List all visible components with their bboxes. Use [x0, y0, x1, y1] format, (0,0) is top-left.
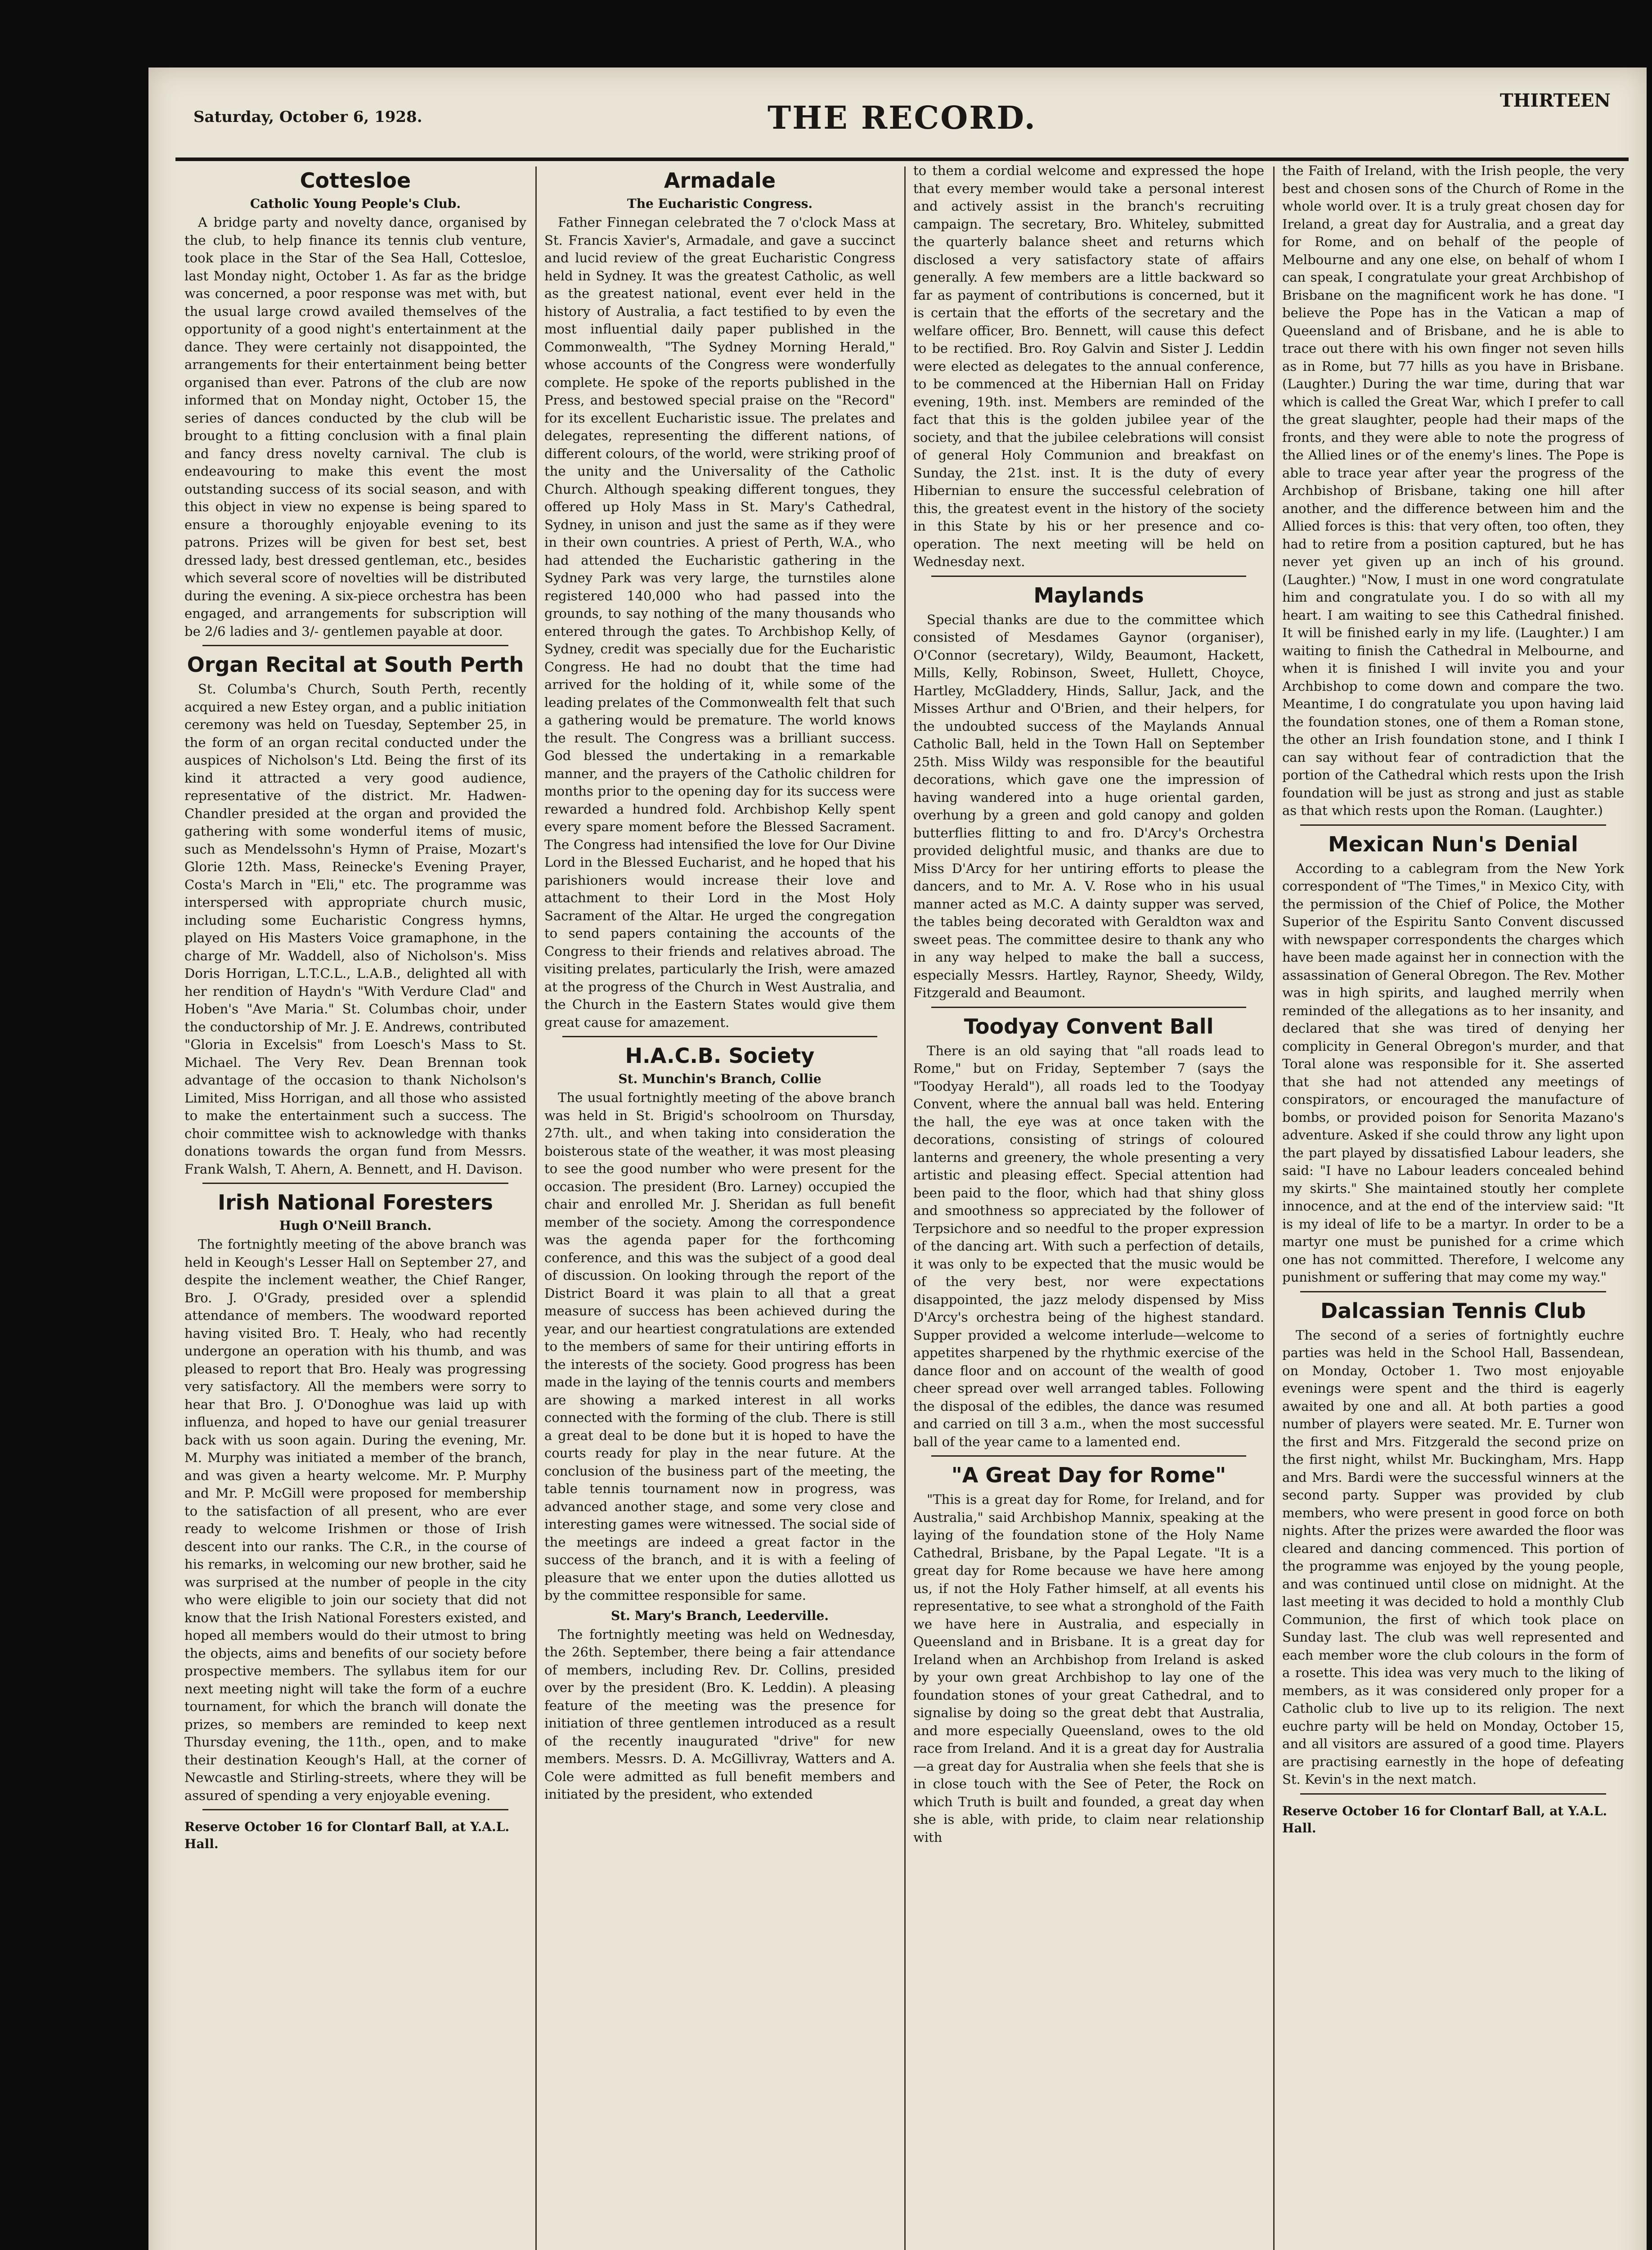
column-3	[913, 162, 1264, 2250]
column-4	[1282, 162, 1624, 2250]
article-heading-hacb: H.A.C.B. Society	[625, 1044, 815, 1068]
article-body: According to a cablegram from the New York correspondent of "The Times," in Mexico City, with the permission of the Chief of Police, the Mother Superior of the Espiritu Santo Convent discussed with newspaper correspondents the charges which have been made against her in connection with the assassination of General Obregon. The Rev. Mother was in high spirits, and laughed merrily when reminded of the allegations as to her insanity, and declared that she was tired of denying her complicity in General Obregon's murder, and that Toral alone was responsible for it. She asserted that she had not attended any meetings of conspirators, or encouraged the manufacture of bombs, or provided poison for Senorita Mazano's adventure. Asked if she could throw any light upon the part played by dissatisfied Labour leaders, she said: "I have no Labour leaders concealed behind my skirts." She maintained stoutly her complete innocence, and at the end of the interview said: "It is my ideal of life to be a martyr. In order to be a martyr one must be punished for a crime which one has not committed. Therefore, I welcome any punishment or suffering that may come my way."	[1282, 860, 1624, 1285]
article-body-continued: the Faith of Ireland, with the Irish people, the very best and chosen sons of the Church of Rome in the whole world over. It is a truly great chosen day for Ireland, a great day for Australia, and a great day for Rome, and on behalf of the people of Melbourne and any one else, on behalf of whom I can speak, I congratulate your great Archbishop of Brisbane on the magnificent work he has done. "I believe the Pope has in the Vatican a map of Queensland and of Brisbane, and he is able to trace out there with his own finger not seven hills as in Rome, but 77 hills as you have in Brisbane. (Laughter.) During the war time, during that war which is called the Great War, which I prefer to call the great slaughter, people had their maps of the fronts, and they were able to note the progress of the Allied lines or of the enemy's lines. The Pope is able to trace year after year the progress of the Archbishop of Brisbane, taking one hill after another, and the difference between him and the Allied forces is this: that very often, too often, they had to retire from a position captured, but he has never yet given up an inch of his ground. (Laughter.) "Now, I must in one word congratulate him and congratulate you. I do so with all my heart. I am waiting to see this Cathedral finished. It will be finished early in my life. (Laughter.) I am waiting to finish the Cathedral in Melbourne, and when it is finished I will invite you and your Archbishop to come down and compare the two. Meantime, I do congratulate you upon having laid the foundation stones, one of them a Roman stone, the other an Irish foundation stone, and I think I can say without fear of contradiction that the portion of the Cathedral which rests upon the Irish foundation will be just as strong and just as stable as that which rests upon the Roman. (Laughter.)	[1282, 163, 1624, 818]
article-subheading: St. Munchin's Branch, Collie	[618, 1071, 822, 1086]
article-body: St. Columba's Church, South Perth, recently acquired a new Estey organ, and a public initiation ceremony was held on Tuesday, September 25, in the form of an organ recital conducted under the auspices of Nicholson's Ltd. Being the first of its kind it attracted a very good audience, representative of the district. Mr. Hadwen-Chandler presided at the organ and provided the gathering with some wonderful items of music, such as Mendelssohn's Hymn of Praise, Mozart's Glorie 12th. Mass, Reinecke's Evening Prayer, Costa's March in "Eli," etc. The programme was interspersed with appropriate church music, including some Eucharistic Congress hymns, played on His Masters Voice gramaphone, in the charge of Mr. Waddell, also of Nicholson's. Miss Doris Horrigan, L.T.C.L., L.A.B., delighted all with her rendition of Haydn's "With Verdure Clad" and Hoben's "Ave Maria." St. Columbas choir, under the conductorship of Mr. J. E. Andrews, contributed "Gloria in Excelsis" from Loesch's Mass to St. Michael. The Very Rev. Dean Brennan took advantage of the occasion to thank Nicholson's Limited, Miss Horrigan, and all those who assisted to make the entertainment such a success. The choir committee wish to acknowledge with thanks donations towards the organ fund from Messrs. Frank Walsh, T. Ahern, A. Bennett, and H. Davison.	[184, 681, 526, 1177]
article-heading-foresters: Irish National Foresters	[218, 1190, 493, 1215]
column-divider	[1273, 166, 1275, 2250]
column-divider	[535, 166, 537, 2250]
page-number: THIRTEEN	[1499, 90, 1611, 111]
article-subheading: St. Mary's Branch, Leederville.	[611, 1608, 829, 1623]
article-subheading: Hugh O'Neill Branch.	[279, 1218, 432, 1233]
article-heading-organ: Organ Recital at South Perth	[187, 652, 524, 677]
article-heading-tennis-club: Dalcassian Tennis Club	[1320, 1298, 1586, 1323]
article-body-continued: to them a cordial welcome and expressed the hope that every member would take a personal interest and actively assist in the branch's recruiting campaign. The secretary, Bro. Whiteley, submitted the quarterly balance sheet and returns which disclosed a very satisfactory state of affairs generally. A few members are a little backward so far as payment of contributions is concerned, but it is certain that the efforts of the secretary and the welfare officer, Bro. Bennett, will cause this defect to be rectified. Bro. Roy Galvin and Sister J. Leddin were elected as delegates to the annual conference, to be commenced at the Hibernian Hall on Friday evening, 19th. inst. Members are reminded of the fact that this is the golden jubilee year of the society, and that the jubilee celebrations will consist of general Holy Communion and breakfast on Sunday, the 21st. inst. It is the duty of every Hibernian to ensure the successful celebration of this, the greatest event in the history of the society in this State by his or her presence and co-operation. The next meeting will be held on Wednesday next.	[913, 163, 1264, 569]
masthead	[175, 86, 1629, 162]
article-subheading: The Eucharistic Congress.	[627, 196, 813, 211]
article-rule	[1300, 1291, 1606, 1292]
article-rule	[202, 645, 508, 646]
article-body: The fortnightly meeting was held on Wednesday, the 26th. September, there being a fair attendance of members, including Rev. Dr. Collins, presided over by the president (Bro. K. Leddin). A pleasing feature of the meeting was the presence for initiation of three gentlemen introduced as a result of the recently inaugurated "drive" for new members. Messrs. D. A. McGillivray, Watters and A. Cole were admitted as full benefit members and initiated by the president, who extended	[544, 1626, 895, 1802]
article-heading-armadale: Armadale	[664, 168, 776, 193]
article-body: Special thanks are due to the committee which consisted of Mesdames Gaynor (organiser), O'Connor (secretary), Wildy, Beaumont, Hackett, Mills, Kelly, Robinson, Sweet, Hullett, Choyce, Hartley, McGladdery, Hinds, Sallur, Jack, and the Misses Arthur and O'Brien, and their helpers, for the undoubted success of the Maylands Annual Catholic Ball, held in the Town Hall on September 25th. Miss Wildy was responsible for the beautiful decorations, which gave one the impression of having wandered into a huge oriental garden, overhung by a green and gold canopy and golden butterflies flitting to and fro. D'Arcy's Orchestra provided delightful music, and thanks are due to Miss D'Arcy for her untiring efforts to please the dancers, and to Mr. A. V. Rose who in his usual manner acted as M.C. A dainty supper was served, the tables being decorated with Geraldton wax and sweet peas. The committee desire to thank any who in any way helped to make the ball a success, especially Messrs. Hartley, Raynor, Sheedy, Wildy, Fitzgerald and Beaumont.	[913, 612, 1264, 1000]
advertisement: Reserve October 16 for Clontarf Ball, at Y.A.L. Hall.	[1282, 1803, 1607, 1836]
newspaper-title: THE RECORD.	[768, 99, 1037, 136]
advertisement: Reserve October 16 for Clontarf Ball, at Y.A.L. Hall.	[184, 1819, 510, 1851]
article-body: Father Finnegan celebrated the 7 o'clock Mass at St. Francis Xavier's, Armadale, and gave a succinct and lucid review of the great Eucharistic Congress held in Sydney. It was the greatest Catholic, as well as the greatest national, event ever held in the history of Australia, a fact testified to by even the most influential daily paper published in the Commonwealth, "The Sydney Morning Herald," whose accounts of the Congress were wonderfully complete. He spoke of the reports published in the Press, and bestowed special praise on the "Record" for its excellent Eucharistic issue. The prelates and delegates, representing the different nations, of different colours, of the world, were striking proof of the unity and the Universality of the Catholic Church. Although speaking different tongues, they offered up Holy Mass in St. Mary's Cathedral, Sydney, in unison and just the same as if they were in their own countries. A priest of Perth, W.A., who had attended the Eucharistic gathering in the Sydney Park was very large, the turnstiles alone registered 140,000 who had passed into the grounds, to say nothing of the many thousands who entered through the gates. To Archbishop Kelly, of Sydney, credit was specially due for the Eucharistic Congress. He had no doubt that the time had arrived for the holding of it, while some of the leading prelates of the Commonwealth felt that such a gathering would be premature. The world knows the result. The Congress was a brilliant success. God blessed the undertaking in a remarkable manner, and the prayers of the Catholic children for months prior to the opening day for its success were rewarded a hundred fold. Archbishop Kelly spent every spare moment before the Blessed Sacrament. The Congress had intensified the love for Our Divine Lord in the Blessed Eucharist, and he hoped that his parishioners would increase their love and attachment to their Lord in the Most Holy Sacrament of the Altar. He urged the congregation to send papers containing the accounts of the Congress to their friends and relatives abroad. The visiting prelates, particularly the Irish, were amazed at the progress of the Church in West Australia, and the Church in the Eastern States would give them great cause for amazement.	[544, 215, 895, 1030]
article-rule	[202, 1183, 508, 1184]
column-divider	[904, 166, 906, 2250]
article-rule	[202, 1809, 508, 1810]
newspaper-page	[148, 68, 1647, 2250]
article-body: The usual fortnightly meeting of the above branch was held in St. Brigid's schoolroom on Thursday, 27th. ult., and when taking into consideration the boisterous state of the weather, it was most pleasing to see the good number who were present for the occasion. The president (Bro. Larney) occupied the chair and enrolled Mr. J. Sheridan as full benefit member of the society. Among the correspondence was the agenda paper for the forthcoming conference, and this was the subject of a good deal of discussion. On looking through the report of the District Board it was plain to all that a great measure of success has been achieved during the year, and our heartiest congratulations are extended to the members of same for their untiring efforts in the interests of the society. Good progress has been made in the laying of the tennis courts and members are showing a marked interest in all works connected with the forming of the club. There is still a great deal to be done but it is hoped to have the courts ready for play in the near future. At the conclusion of the business part of the meeting, the table tennis tournament now in progress, was advanced another stage, and some very close and interesting games were witnessed. The social side of the meetings are indeed a great factor in the success of the branch, and it is with a feeling of pleasure that we enter upon the duties allotted us by the committee responsible for same.	[544, 1090, 895, 1603]
article-body: A bridge party and novelty dance, organised by the club, to help finance its tennis club venture, took place in the Star of the Sea Hall, Cottesloe, last Monday night, October 1. As far as the bridge was concerned, a poor response was met with, but the usual large crowd availed themselves of the opportunity of a good night's entertainment at the dance. They were certainly not disappointed, the arrangements for their entertainment being better organised than ever. Patrons of the club are now informed that on Monday night, October 15, the series of dances conducted by the club will be brought to a fitting conclusion with a final plain and fancy dress novelty carnival. The club is endeavouring to make this event the most outstanding success of its social season, and with this object in view no expense is being spared to ensure a thoroughly enjoyable evening to its patrons. Prizes will be given for best set, best dressed lady, best dressed gentleman, etc., besides which several score of novelties will be distributed during the evening. A six-piece orchestra has been engaged, and arrangements for subscription will be 2/6 ladies and 3/- gentlemen payable at door.	[184, 215, 526, 639]
article-heading-cottesloe: Cottesloe	[300, 168, 411, 193]
article-heading-mexican-nun: Mexican Nun's Denial	[1328, 832, 1578, 856]
article-subheading: Catholic Young People's Club.	[250, 196, 461, 211]
article-rule	[931, 1455, 1246, 1457]
article-rule	[1300, 1793, 1606, 1795]
article-heading-toodyay: Toodyay Convent Ball	[964, 1014, 1214, 1039]
column-1	[184, 162, 526, 2250]
article-body: "This is a great day for Rome, for Ireland, and for Australia," said Archbishop Mannix, speaking at the laying of the foundation stone of the Holy Name Cathedral, Brisbane, by the Papal Legate. "It is a great day for Rome because we have here among us, if not the Holy Father himself, at all events his representative, to see what a stronghold of the Faith we have here in Australia, and especially in Queensland and in Brisbane. It is a great day for Ireland when an Archbishop from Ireland is asked by your own great Archbishop to lay one of the foundation stones of your great Cathedral, and to signalise by doing so the great debt that Australia, and more especially Queensland, owes to the old race from Ireland. And it is a great day for Australia—a great day for Australia when she feels that she is in close touch with the See of Peter, the Rock on which Truth is built and founded, a great day when she is able, with pride, to claim near relationship with	[913, 1492, 1264, 1845]
masthead-rule	[175, 158, 1629, 161]
article-rule	[931, 576, 1246, 577]
article-rule	[931, 1007, 1246, 1008]
article-rule	[562, 1036, 877, 1037]
article-body: The second of a series of fortnightly euchre parties was held in the School Hall, Bassendean, on Monday, October 1. Two most enjoyable evenings were spent and the third is eagerly awaited by one and all. At both parties a good number of players were seated. Mr. E. Turner won the first and Mrs. Fitzgerald the second prize on the first night, whilst Mr. Buckingham, Mrs. Happ and Mrs. Bardi were the successful winners at the second party. Supper was provided by club members, who were present in good force on both nights. After the prizes were awarded the floor was cleared and dancing commenced. This portion of the programme was enjoyed by the young people, and was continued until close on midnight. At the last meeting it was decided to hold a monthly Club Communion, the first of which took place on Sunday last. The club was well represented and each member wore the club colours in the form of a rosette. This idea was very much to the liking of members, as it was considered only proper for a Catholic club to live up to its religion. The next euchre party will be held on Monday, October 15, and all visitors are assured of a good time. Players are practising earnestly in the hope of defeating St. Kevin's in the next match.	[1282, 1327, 1624, 1787]
article-rule	[1300, 824, 1606, 826]
issue-date: Saturday, October 6, 1928.	[193, 108, 422, 126]
article-heading-great-day: "A Great Day for Rome"	[951, 1463, 1226, 1487]
article-body: The fortnightly meeting of the above branch was held in Keough's Lesser Hall on September 27, and despite the inclement weather, the Chief Ranger, Bro. J. O'Grady, presided over a splendid attendance of members. The woodward reported having visited Bro. T. Healy, who had recently undergone an operation with his thumb, and was pleased to report that Bro. Healy was progressing very satisfactory. All the members were sorry to hear that Bro. J. O'Donoghue was laid up with influenza, and hoped to have our genial treasurer back with us soon again. During the evening, Mr. M. Murphy was initiated a member of the branch, and was given a hearty welcome. Mr. P. Murphy and Mr. P. McGill were proposed for membership to the satisfaction of all present, who are ever ready to welcome Irishmen or those of Irish descent into our ranks. The C.R., in the course of his remarks, in welcoming our new brother, said he was surprised at the number of people in the city who were eligible to join our society that did not know that the Irish National Foresters existed, and hoped all members would do their utmost to bring the objects, aims and benefits of our society before prospective members. The syllabus item for our next meeting night will take the form of a euchre tournament, for which the branch will donate the prizes, so members are reminded to keep next Thursday evening, the 11th., open, and to make their destination Keough's Hall, at the corner of Newcastle and Stirling-streets, where they will be assured of spending a very enjoyable evening.	[184, 1237, 526, 1803]
article-heading-maylands: Maylands	[1033, 583, 1144, 608]
column-2	[544, 162, 895, 2250]
article-body: There is an old saying that "all roads lead to Rome," but on Friday, September 7 (says the "Toodyay Herald"), all roads led to the Toodyay Convent, where the annual ball was held. Entering the hall, the eye was at once taken with the decorations, consisting of strings of coloured lanterns and greenery, the whole presenting a very artistic and pleasing effect. Special attention had been paid to the floor, which had that shiny gloss and smoothness so appreciated by the follower of Terpsichore and so needful to the proper expression of the dancing art. With such a perfection of details, it was only to be expected that the music would be of the very best, nor were expectations disappointed, the jazz melody dispensed by Miss D'Arcy's orchestra being of the highest standard. Supper provided a welcome interlude—welcome to appetites sharpened by the rhythmic exercise of the dance floor and on account of the wealth of good cheer spread over well arranged tables. Following the disposal of the edibles, the dance was resumed and carried on till 3 a.m., when the most successful ball of the year came to a lamented end.	[913, 1043, 1264, 1449]
